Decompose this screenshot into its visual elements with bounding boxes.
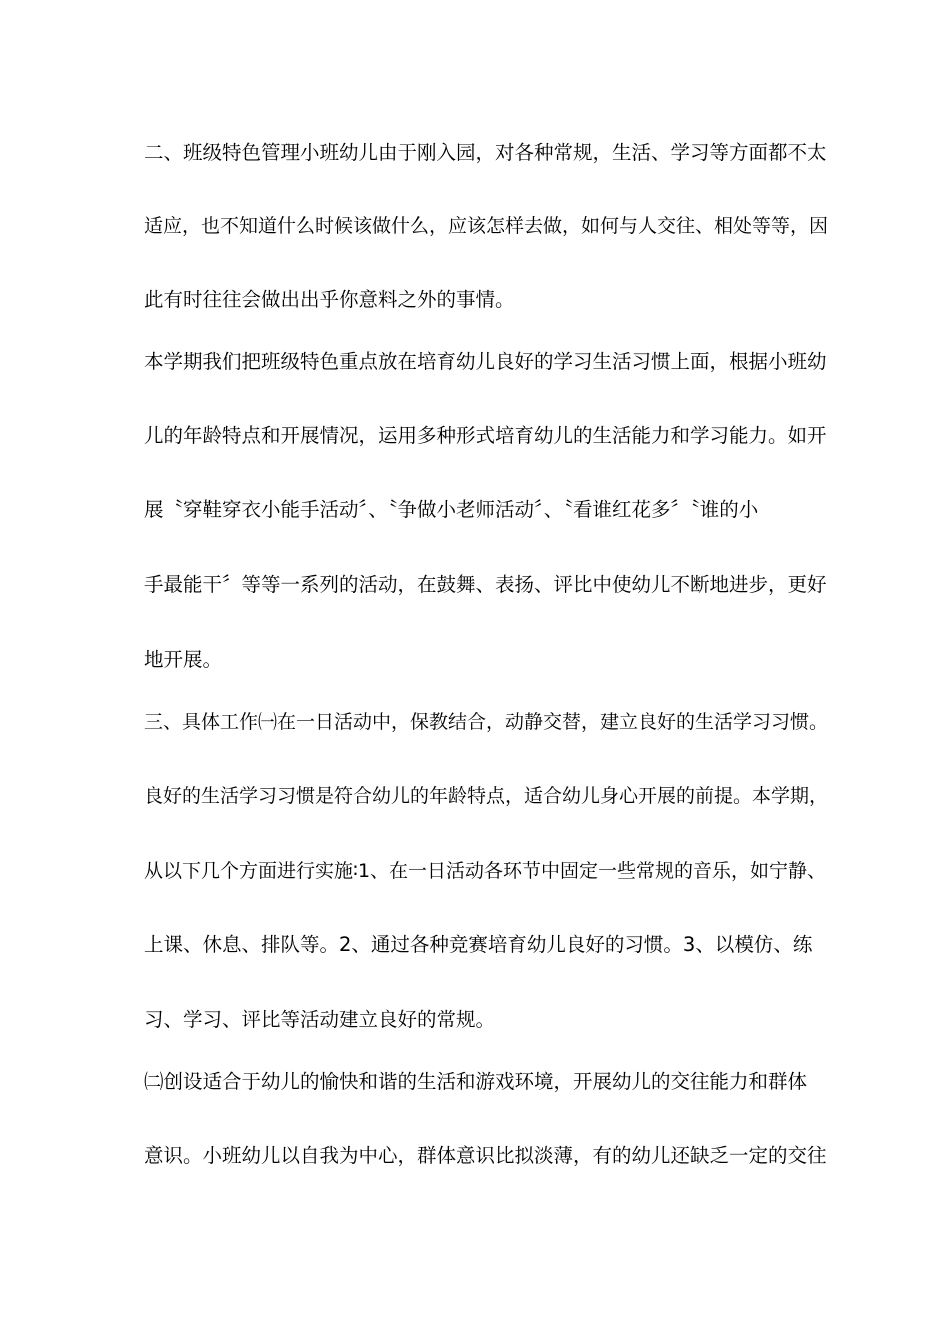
text-line: 三、具体工作㈠在一日活动中，保教结合，动静交替，建立良好的生活学习习惯。 <box>144 711 829 733</box>
text-line: 习、学习、评比等活动建立良好的常规。 <box>144 1008 496 1031</box>
text-line: 展〝穿鞋穿衣小能手活动〞、〝争做小老师活动〞、〝看谁红花多〞〝谁的小 <box>144 498 759 521</box>
text-line: 手最能干〞等等一系列的活动，在鼓舞、表扬、评比中使幼儿不断地进步，更好 <box>144 573 827 596</box>
text-line: 本学期我们把班级特色重点放在培育幼儿良好的学习生活习惯上面，根据小班幼 <box>144 350 827 373</box>
text-line: 上课、休息、排队等。2、通过各种竞赛培育幼儿良好的习惯。3、以模仿、练 <box>144 933 813 956</box>
text-line: 从以下几个方面进行实施∶1、在一日活动各环节中固定一些常规的音乐，如宁静、 <box>144 860 827 882</box>
text-line: 适应，也不知道什么时候该做什么，应该怎样去做，如何与人交往、相处等等，因 <box>144 215 829 237</box>
text-line: 地开展。 <box>144 648 223 671</box>
text-line: ㈡创设适合于幼儿的愉快和谐的生活和游戏环境，开展幼儿的交往能力和群体 <box>144 1070 808 1093</box>
text-line: 二、班级特色管理小班幼儿由于刚入园，对各种常规，生活、学习等方面都不太 <box>144 141 827 164</box>
text-line: 儿的年龄特点和开展情况，运用多种形式培育幼儿的生活能力和学习能力。如开 <box>144 424 827 447</box>
text-line: 良好的生活学习习惯是符合幼儿的年龄特点，适合幼儿身心开展的前提。本学期， <box>144 785 829 807</box>
text-line: 意识。小班幼儿以自我为中心，群体意识比拟淡薄，有的幼儿还缺乏一定的交往 <box>144 1144 827 1167</box>
text-line: 此有时往往会做出出乎你意料之外的事情。 <box>144 288 515 311</box>
